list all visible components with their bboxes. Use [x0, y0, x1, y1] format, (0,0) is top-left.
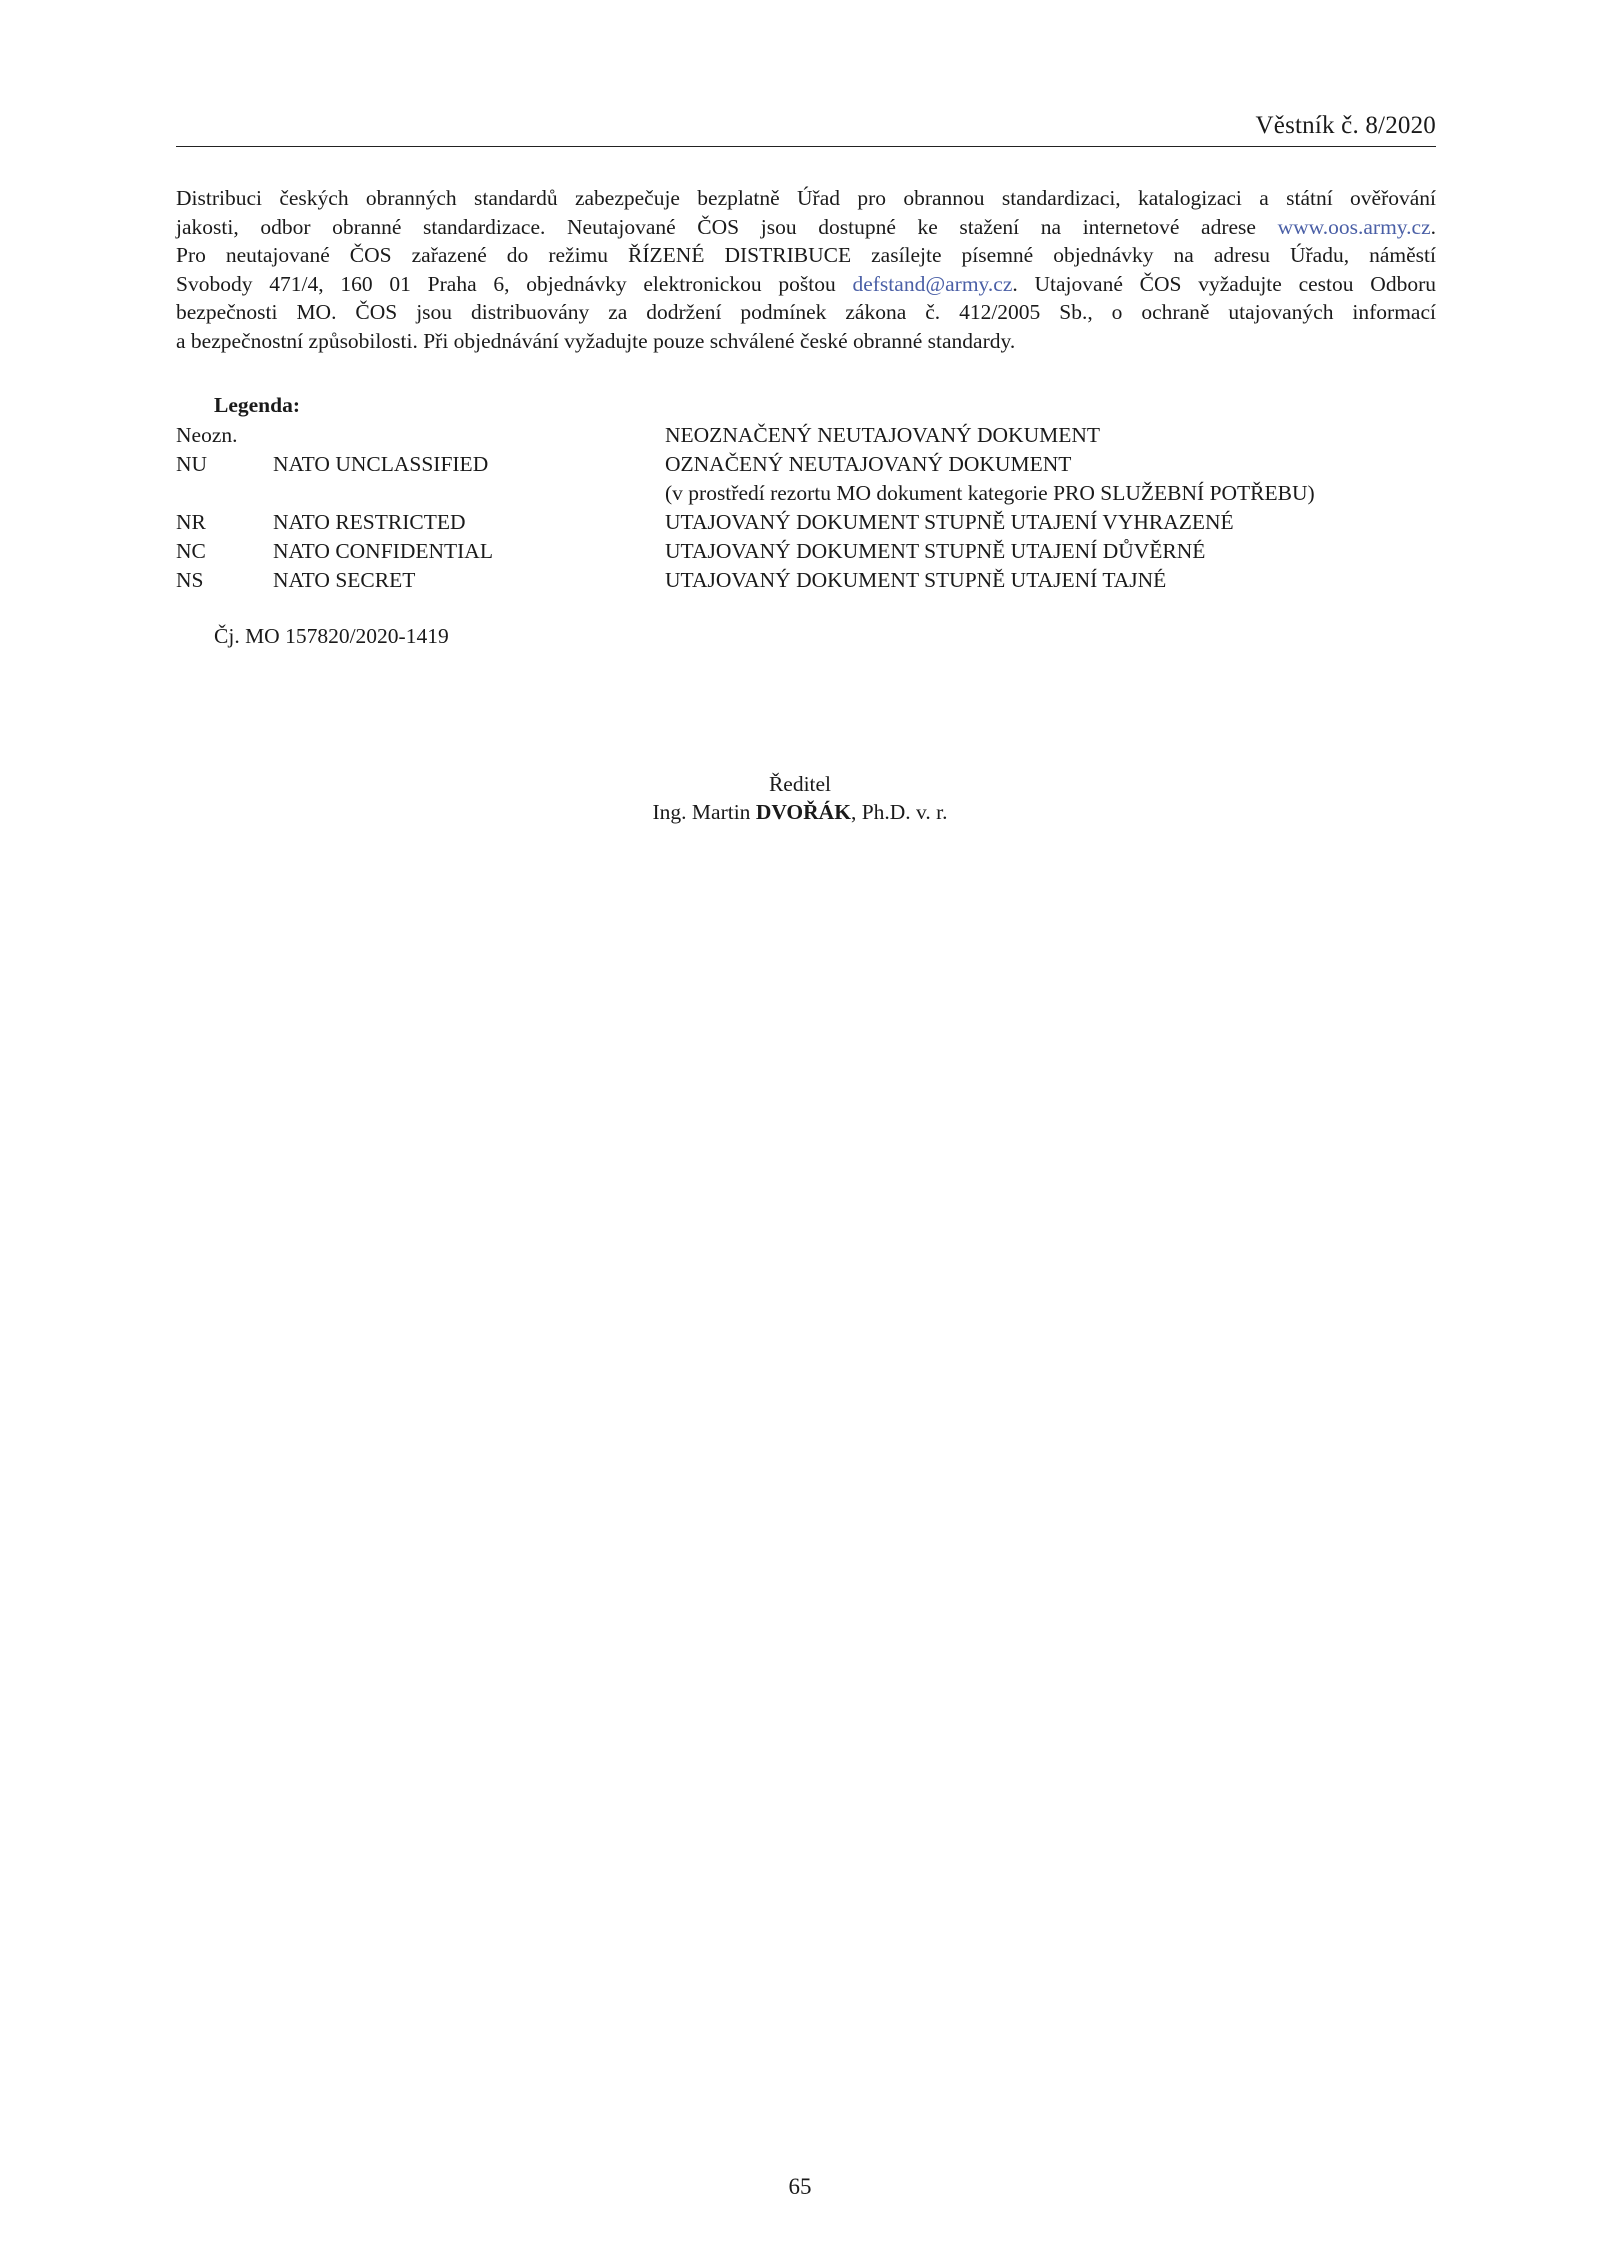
- website-link[interactable]: www.oos.army.cz: [1277, 214, 1431, 239]
- legend-code: NS: [176, 568, 204, 592]
- legend-row: [176, 479, 1436, 508]
- legend-code: NU: [176, 452, 208, 476]
- signature-name-prefix: Ing. Martin: [652, 800, 756, 824]
- paragraph-line-6: a bezpečnostní způsobilosti. Při objednávání vyžadujte pouze schválené české obranné standardy.: [176, 328, 1016, 353]
- paragraph-line-4-suffix: . Utajované ČOS vyžadujte cestou Odboru: [1012, 271, 1436, 296]
- signature-name-suffix: , Ph.D. v. r.: [850, 800, 948, 824]
- email-link[interactable]: defstand@army.cz: [852, 271, 1013, 296]
- legend-code: NC: [176, 539, 206, 563]
- signature-role: Ředitel: [768, 772, 832, 796]
- legend-row: [176, 566, 1436, 595]
- paragraph-line-1: Distribuci českých obranných standardů zabezpečuje bezplatně Úřad pro obrannou standardizaci, katalogizaci a státní ověřování: [176, 186, 1436, 210]
- distribution-paragraph: [176, 184, 1436, 356]
- legend-row: [176, 421, 1436, 450]
- legend-description: NEOZNAČENÝ NEUTAJOVANÝ DOKUMENT: [665, 423, 1101, 447]
- page-header: [176, 108, 1436, 147]
- legend-nato-label: NATO CONFIDENTIAL: [273, 539, 493, 563]
- paragraph-line-3: Pro neutajované ČOS zařazené do režimu ŘÍZENÉ DISTRIBUCE zasílejte písemné objednávky na adresu Úřadu, náměstí: [176, 243, 1436, 268]
- signature-surname: DVOŘÁK: [755, 800, 851, 824]
- legend-description: OZNAČENÝ NEUTAJOVANÝ DOKUMENT: [665, 452, 1072, 476]
- legend-row: [176, 537, 1436, 566]
- legend-nato-label: NATO SECRET: [273, 568, 416, 592]
- paragraph-line-4-text: Svobody 471/4, 160 01 Praha 6, objednávky elektronickou poštou: [176, 271, 853, 296]
- legend-description: UTAJOVANÝ DOKUMENT STUPNĚ UTAJENÍ DŮVĚRNÉ: [665, 539, 1206, 563]
- legend-description: UTAJOVANÝ DOKUMENT STUPNĚ UTAJENÍ TAJNÉ: [665, 568, 1167, 592]
- legend-code: NR: [176, 510, 206, 534]
- paragraph-line-2-text: jakosti, odbor obranné standardizace. Neutajované ČOS jsou dostupné ke stažení na internetové adrese: [176, 214, 1278, 239]
- page-number: 65: [788, 2174, 812, 2199]
- legend-nato-label: NATO RESTRICTED: [273, 510, 466, 534]
- legend-row: [176, 450, 1436, 479]
- paragraph-line-4: [176, 270, 1436, 299]
- legend-description: (v prostředí rezortu MO dokument kategorie PRO SLUŽEBNÍ POTŘEBU): [665, 481, 1315, 505]
- signature-name: [0, 800, 1600, 825]
- reference-number: Čj. MO 157820/2020-1419: [214, 624, 449, 648]
- legend-description: UTAJOVANÝ DOKUMENT STUPNĚ UTAJENÍ VYHRAZENÉ: [665, 510, 1234, 534]
- website-link-suffix: .: [1430, 214, 1436, 239]
- legend-title: Legenda:: [214, 393, 300, 417]
- header-title: Věstník č. 8/2020: [1255, 112, 1436, 139]
- paragraph-line-2: [176, 213, 1436, 242]
- paragraph-line-5: bezpečnosti MO. ČOS jsou distribuovány za dodržení podmínek zákona č. 412/2005 Sb., o ochraně utajovaných informací: [176, 300, 1436, 325]
- legend-code: Neozn.: [176, 423, 238, 447]
- legend-nato-label: NATO UNCLASSIFIED: [273, 452, 489, 476]
- legend-row: [176, 508, 1436, 537]
